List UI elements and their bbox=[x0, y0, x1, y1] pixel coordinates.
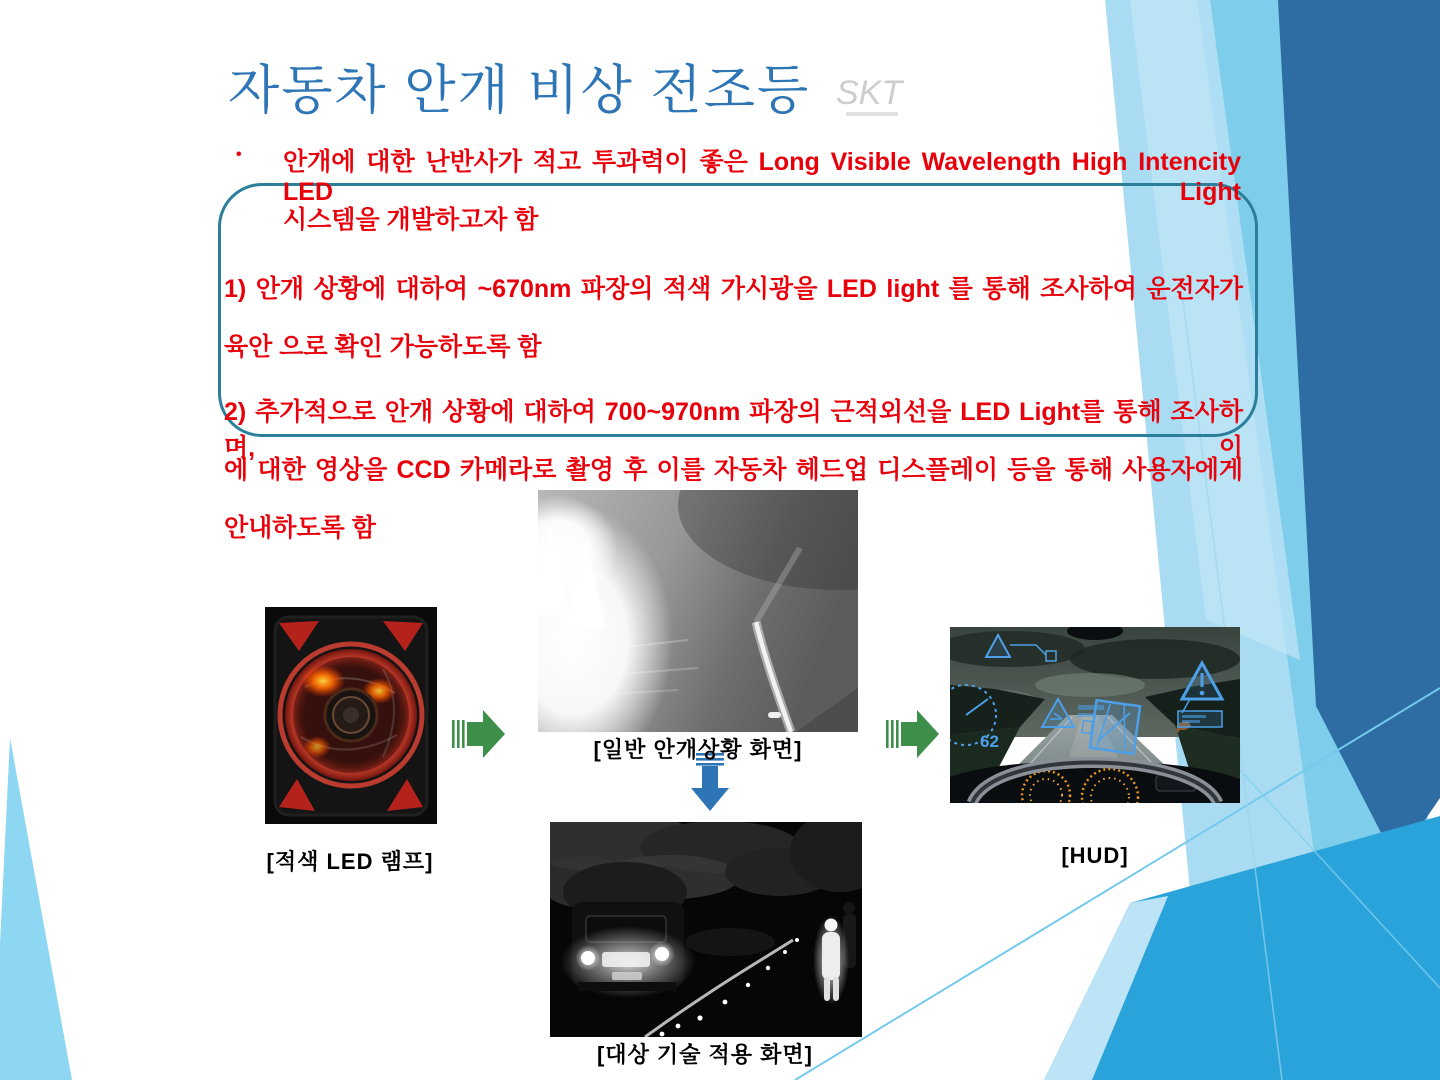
item2-line-3: 안내하도록 함 bbox=[224, 514, 376, 542]
green-striped-right-arrow-1 bbox=[452, 706, 506, 762]
caption-fog-screen: [일반 안개상황 화면] bbox=[593, 737, 803, 762]
bullet-line-2: 시스템을 개발하고자 함 bbox=[283, 206, 539, 234]
red-led-lamp-image bbox=[265, 607, 437, 824]
hud-speed-value: 62 bbox=[980, 732, 999, 751]
caption-applied-tech: [대상 기술 적용 화면] bbox=[596, 1042, 813, 1067]
signature-watermark-logo bbox=[836, 76, 902, 116]
item1-line-1: 1) 안개 상황에 대하여 ~670nm 파장의 적색 가시광을 LED light 를 통해 조사하여 운전자가 bbox=[224, 275, 1243, 303]
fog-scene-image bbox=[538, 490, 858, 732]
logo-text: SKT bbox=[836, 74, 903, 112]
item1-line-2: 육안 으로 확인 가능하도록 함 bbox=[224, 333, 542, 361]
logo-subtext-bar bbox=[846, 112, 898, 116]
caption-hud: [HUD] bbox=[1061, 843, 1129, 868]
night-ir-scene-image bbox=[550, 822, 862, 1037]
bullet-line-1: 안개에 대한 난반사가 적고 투과력이 좋은 Long Visible Wavelength High Intencity LED Light bbox=[283, 148, 1241, 206]
slide-title: 자동차 안개 비상 전조등 bbox=[228, 61, 811, 120]
item2-line-2: 에 대한 영상을 CCD 카메라로 촬영 후 이를 자동차 헤드업 디스플레이 등을 통해 사용자에게 bbox=[224, 456, 1243, 484]
caption-led-lamp: [적색 LED 램프] bbox=[266, 849, 434, 874]
item2-line-1: 2) 추가적으로 안개 상황에 대하여 700~970nm 파장의 근적외선을 LED Light를 통해 조사하며, 이 bbox=[224, 398, 1243, 462]
bullet-marker: • bbox=[236, 146, 242, 163]
hud-scene-image bbox=[950, 627, 1240, 803]
green-striped-right-arrow-2 bbox=[886, 706, 940, 762]
